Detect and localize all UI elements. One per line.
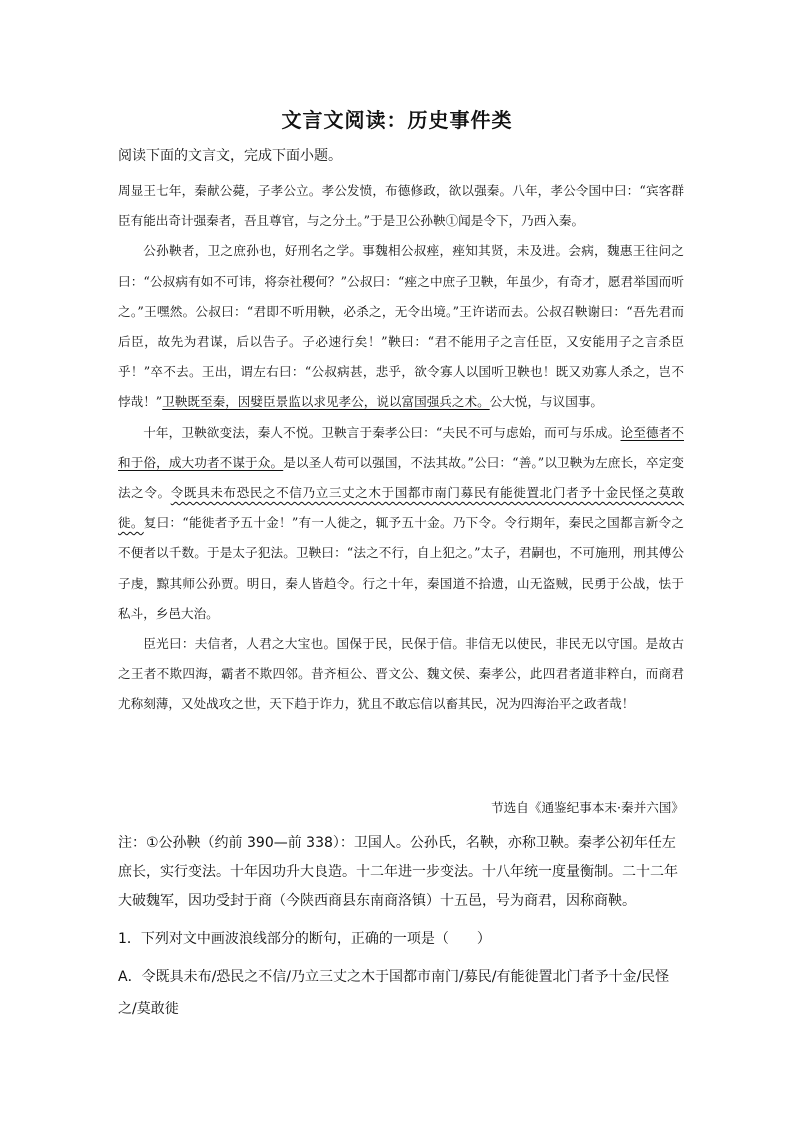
footnote: 注：①公孙鞅（约前 390—前 338）：卫国人。公孙氏，名鞅，亦称卫鞅。秦孝公初年任左庶长，实行变法。十年因功升大良造。十二年进一步变法。十八年统一度量衡制。二十二年大破魏军，因功受封于商（今陕西商县东南商洛镇）十五邑，号为商君，因称商鞅。 — [118, 835, 678, 909]
passage-text: 公孙鞅者，卫之庶孙也，好刑名之学。事魏相公叔痤，痤知其贤，未及进。会病，魏惠王往问之曰：“公叔病有如不可讳，将奈社稷何？”公叔曰：“痤之中庶子卫鞅，年虽少，有奇才，愿君举国而听之。”王嘿然。公叔曰：“君即不听用鞅，必杀之，无令出境。”王许诺而去。公叔召鞅谢曰：“吾先君而后臣，故先为君谋，后以告子。子必速行矣！”鞅曰：“君不能用子之言任臣，又安能用子之言杀臣乎！”卒不去。王出，谓左右曰：“公叔病甚，悲乎，欲令寡人以国听卫鞅也！既又劝寡人杀之，岂不悖哉！” — [118, 243, 684, 410]
passage-paragraph-2 — [118, 236, 684, 417]
classical-passage — [118, 176, 684, 720]
page-title: 文言文阅读：历史事件类 — [281, 108, 513, 132]
passage-text: 十年，卫鞅欲变法，秦人不悦。卫鞅言于秦孝公曰：“夫民不可与虑始，而可与乐成。 — [143, 424, 621, 440]
passage-text: 公大悦，与议国事。 — [489, 394, 604, 410]
passage-paragraph-3 — [118, 418, 684, 629]
question-1: 1．下列对文中画波浪线部分的断句，正确的一项是（ ） — [118, 931, 491, 947]
option-a: A．令既具未布/恐民之不信/乃立三丈之木于国都市南门/募民/有能徙置北门者予十金/民怪之/莫敢徙 — [118, 969, 670, 1017]
underlined-sentence: 论至德者不和于俗，成大功者不谋于众。 — [118, 424, 684, 470]
instruction-text: 阅读下面的文言文，完成下面小题。 — [118, 148, 342, 164]
passage-paragraph-4: 臣光曰：夫信者，人君之大宝也。国保于民，民保于信。非信无以使民，非民无以守国。是故古之王者不欺四海，霸者不欺四邻。昔齐桓公、晋文公、魏文侯、秦孝公，此四君者道非粹白，而商君尤称刻薄，又处战攻之世，天下趋于诈力，犹且不敢忘信以畜其民，况为四海治平之政者哉！ — [118, 636, 684, 712]
source-citation: 节选自《通鉴纪事本末·秦并六国》 — [491, 800, 684, 815]
passage-paragraph-1: 周显王七年，秦献公薨，子孝公立。孝公发愤，布德修政，欲以强秦。八年，孝公令国中曰：“宾客群臣有能出奇计强秦者，吾且尊官，与之分土。”于是卫公孙鞅①闻是令下，乃西入秦。 — [118, 183, 684, 229]
passage-text: 是以圣人苟可以强国，不法其故。”公曰：“善。”以卫鞅为左庶长，卒定变法之令。 — [118, 454, 685, 501]
underlined-sentence: 卫鞅既至秦，因嬖臣景监以求见孝公，说以富国强兵之术。 — [162, 394, 490, 410]
wavy-underlined-sentence: 令既具未布恐民之不信乃立三丈之木于国都市南门募民有能徙置北门者予十金民怪之莫敢徙。 — [118, 485, 685, 531]
passage-text: 复曰：“能徙者予五十金！”有一人徙之，辄予五十金。乃下令。令行期年，秦民之国都言新令之不便者以千数。于是太子犯法。卫鞅曰：“法之不行，自上犯之。”太子，君嗣也，不可施刑，刑其傅公子虔，黥其师公孙贾。明日，秦人皆趋令。行之十年，秦国道不拾遗，山无盗贼，民勇于公战，怯于私斗，乡邑大治。 — [118, 515, 684, 621]
